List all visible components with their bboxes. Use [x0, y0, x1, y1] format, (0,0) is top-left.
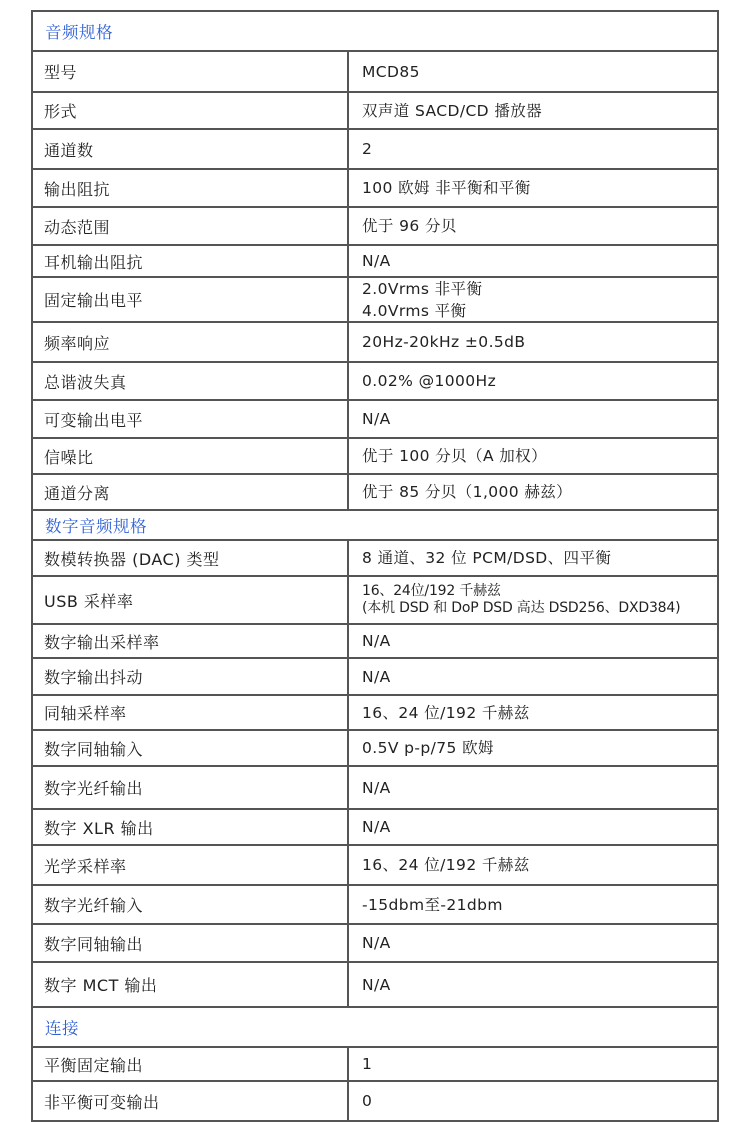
- spec-row: [33, 363, 717, 401]
- spec-value: [349, 963, 717, 1006]
- spec-label: 数字同轴输出: [33, 925, 349, 961]
- spec-value-line: 0: [362, 1092, 373, 1110]
- spec-label: 数字同轴输入: [33, 731, 349, 765]
- spec-value: [349, 170, 717, 206]
- spec-label: 数字 XLR 输出: [33, 810, 349, 844]
- spec-label: 通道数: [33, 130, 349, 168]
- spec-row: [33, 846, 717, 886]
- spec-value: [349, 208, 717, 244]
- spec-label: 耳机输出阻抗: [33, 246, 349, 276]
- spec-value-line: N/A: [362, 252, 391, 270]
- spec-row: [33, 810, 717, 846]
- spec-row: [33, 925, 717, 963]
- spec-value-line: N/A: [362, 632, 391, 650]
- spec-row: [33, 963, 717, 1008]
- spec-row: [33, 696, 717, 731]
- spec-value: [349, 767, 717, 808]
- spec-row: [33, 52, 717, 93]
- spec-value: [349, 810, 717, 844]
- spec-value-line: 16、24 位/192 千赫兹: [362, 703, 530, 722]
- spec-value: [349, 1082, 717, 1120]
- spec-value-line: N/A: [362, 934, 391, 952]
- spec-label: 非平衡可变输出: [33, 1082, 349, 1120]
- spec-row: [33, 323, 717, 363]
- spec-row: [33, 93, 717, 130]
- spec-row: [33, 625, 717, 659]
- spec-value-line: 20Hz-20kHz ±0.5dB: [362, 333, 526, 351]
- spec-value: [349, 1048, 717, 1080]
- spec-value-line: N/A: [362, 778, 391, 797]
- spec-value-line: 优于 85 分贝（1,000 赫兹）: [362, 483, 573, 501]
- spec-label: 数模转换器 (DAC) 类型: [33, 541, 349, 575]
- spec-value: [349, 130, 717, 168]
- spec-value: [349, 93, 717, 128]
- spec-value-line: 0.5V p-p/75 欧姆: [362, 739, 494, 757]
- spec-value-line: 2.0Vrms 非平衡: [362, 279, 483, 298]
- spec-value-line: 4.0Vrms 平衡: [362, 301, 467, 320]
- spec-row: [33, 767, 717, 810]
- spec-value: [349, 696, 717, 729]
- spec-value-line: (本机 DSD 和 DoP DSD 高达 DSD256、DXD384): [362, 600, 681, 616]
- spec-label: 信噪比: [33, 439, 349, 473]
- spec-label: 动态范围: [33, 208, 349, 244]
- spec-value-line: 16、24 位/192 千赫兹: [362, 856, 530, 874]
- spec-row: [33, 731, 717, 767]
- spec-row: [33, 278, 717, 323]
- spec-label: 平衡固定输出: [33, 1048, 349, 1080]
- spec-value: [349, 886, 717, 923]
- spec-label: 光学采样率: [33, 846, 349, 884]
- spec-table: [31, 10, 719, 1122]
- spec-label: 数字输出抖动: [33, 659, 349, 694]
- spec-row: [33, 886, 717, 925]
- spec-value: [349, 846, 717, 884]
- spec-value: [349, 625, 717, 657]
- spec-value: [349, 925, 717, 961]
- spec-label: 数字输出采样率: [33, 625, 349, 657]
- spec-value: [349, 731, 717, 765]
- spec-value-line: 8 通道、32 位 PCM/DSD、四平衡: [362, 549, 612, 567]
- spec-label: 总谐波失真: [33, 363, 349, 399]
- spec-label: 数字光纤输出: [33, 767, 349, 808]
- spec-value-line: N/A: [362, 975, 391, 994]
- spec-value: [349, 323, 717, 361]
- spec-value-line: 0.02% @1000Hz: [362, 372, 497, 390]
- spec-value: [349, 278, 717, 321]
- spec-value-line: 100 欧姆 非平衡和平衡: [362, 179, 531, 197]
- spec-value-line: 优于 96 分贝: [362, 217, 457, 235]
- spec-label: 通道分离: [33, 475, 349, 509]
- spec-label: 可变输出电平: [33, 401, 349, 437]
- spec-row: [33, 1082, 717, 1122]
- spec-label: 数字 MCT 输出: [33, 963, 349, 1006]
- spec-row: [33, 246, 717, 278]
- spec-row: [33, 577, 717, 625]
- spec-value: [349, 577, 717, 623]
- spec-value: [349, 475, 717, 509]
- spec-value-line: 双声道 SACD/CD 播放器: [362, 101, 543, 120]
- spec-value-line: N/A: [362, 667, 391, 686]
- spec-label: 输出阻抗: [33, 170, 349, 206]
- spec-value-line: 优于 100 分贝（A 加权）: [362, 447, 547, 465]
- spec-value: [349, 439, 717, 473]
- spec-row: [33, 659, 717, 696]
- spec-value-line: N/A: [362, 818, 391, 836]
- section-title: 数字音频规格: [33, 511, 717, 541]
- spec-value-line: 2: [362, 140, 373, 158]
- section-title: 连接: [33, 1008, 717, 1048]
- spec-row: [33, 208, 717, 246]
- spec-value-line: N/A: [362, 410, 391, 428]
- spec-value: [349, 363, 717, 399]
- spec-value: [349, 659, 717, 694]
- spec-row: [33, 170, 717, 208]
- spec-row: [33, 130, 717, 170]
- spec-label: 形式: [33, 93, 349, 128]
- spec-row: [33, 1048, 717, 1082]
- spec-label: USB 采样率: [33, 577, 349, 623]
- spec-row: [33, 475, 717, 511]
- spec-value: [349, 52, 717, 91]
- spec-label: 固定输出电平: [33, 278, 349, 321]
- spec-value: [349, 541, 717, 575]
- spec-label: 同轴采样率: [33, 696, 349, 729]
- spec-row: [33, 541, 717, 577]
- spec-value-line: MCD85: [362, 62, 420, 81]
- spec-value-line: 1: [362, 1055, 373, 1073]
- spec-row: [33, 439, 717, 475]
- spec-value-line: 16、24位/192 千赫兹: [362, 583, 501, 599]
- spec-value-line: -15dbm至-21dbm: [362, 895, 503, 914]
- spec-row: [33, 401, 717, 439]
- spec-label: 数字光纤输入: [33, 886, 349, 923]
- spec-label: 频率响应: [33, 323, 349, 361]
- spec-value: [349, 401, 717, 437]
- section-title: 音频规格: [33, 12, 717, 52]
- spec-value: [349, 246, 717, 276]
- spec-label: 型号: [33, 52, 349, 91]
